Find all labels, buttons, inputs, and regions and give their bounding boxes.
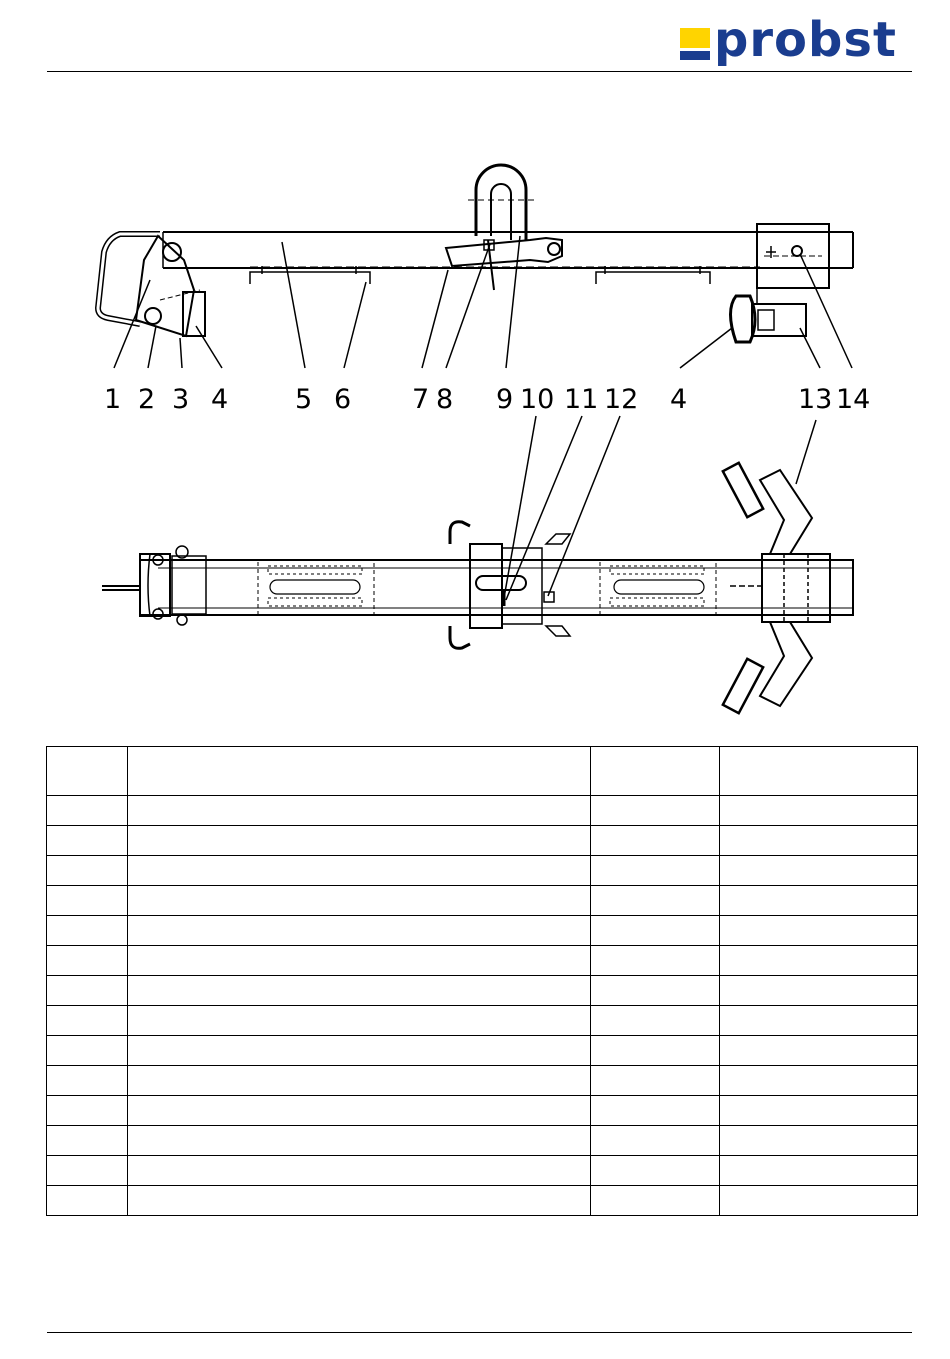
- callout-10: 10: [520, 384, 555, 415]
- callout-2: 2: [138, 384, 156, 415]
- table-row: [47, 826, 918, 856]
- table-row: [47, 1036, 918, 1066]
- parts-table-header: [47, 747, 918, 796]
- logo-mark-icon: [680, 28, 710, 60]
- header-cell: [720, 747, 918, 796]
- side-view: [98, 165, 870, 415]
- callout-5: 5: [295, 384, 313, 415]
- table-row: [47, 886, 918, 916]
- callout-11: 11: [564, 384, 599, 415]
- callout-7: 7: [412, 384, 430, 415]
- table-row: [47, 796, 918, 826]
- callout-6: 6: [334, 384, 352, 415]
- callout-1: 1: [104, 384, 122, 415]
- table-row: [47, 1096, 918, 1126]
- callout-12: 12: [604, 384, 639, 415]
- header-cell: [128, 747, 591, 796]
- table-row: [47, 916, 918, 946]
- table-row: [47, 1186, 918, 1216]
- table-row: [47, 946, 918, 976]
- logo-wordmark: probst: [714, 12, 897, 68]
- drawing-svg: [0, 140, 950, 720]
- table-row: [47, 1126, 918, 1156]
- callout-14: 14: [836, 384, 871, 415]
- technical-drawing: [0, 140, 950, 720]
- table-row: [47, 976, 918, 1006]
- table-row: [47, 1156, 918, 1186]
- header-rule: [47, 71, 912, 72]
- top-view: [102, 416, 853, 713]
- callout-9: 9: [496, 384, 514, 415]
- table-row: [47, 856, 918, 886]
- probst-logo: [680, 12, 905, 68]
- callout-3: 3: [172, 384, 190, 415]
- header-cell: [47, 747, 128, 796]
- page-header: [0, 0, 950, 72]
- callout-4b: 4: [670, 384, 688, 415]
- table-row: [47, 1006, 918, 1036]
- table-row: [47, 1066, 918, 1096]
- header-cell: [591, 747, 720, 796]
- callout-8: 8: [436, 384, 454, 415]
- footer-rule: [47, 1332, 912, 1333]
- callout-13: 13: [798, 384, 833, 415]
- callout-4: 4: [211, 384, 229, 415]
- parts-table: [46, 746, 918, 1216]
